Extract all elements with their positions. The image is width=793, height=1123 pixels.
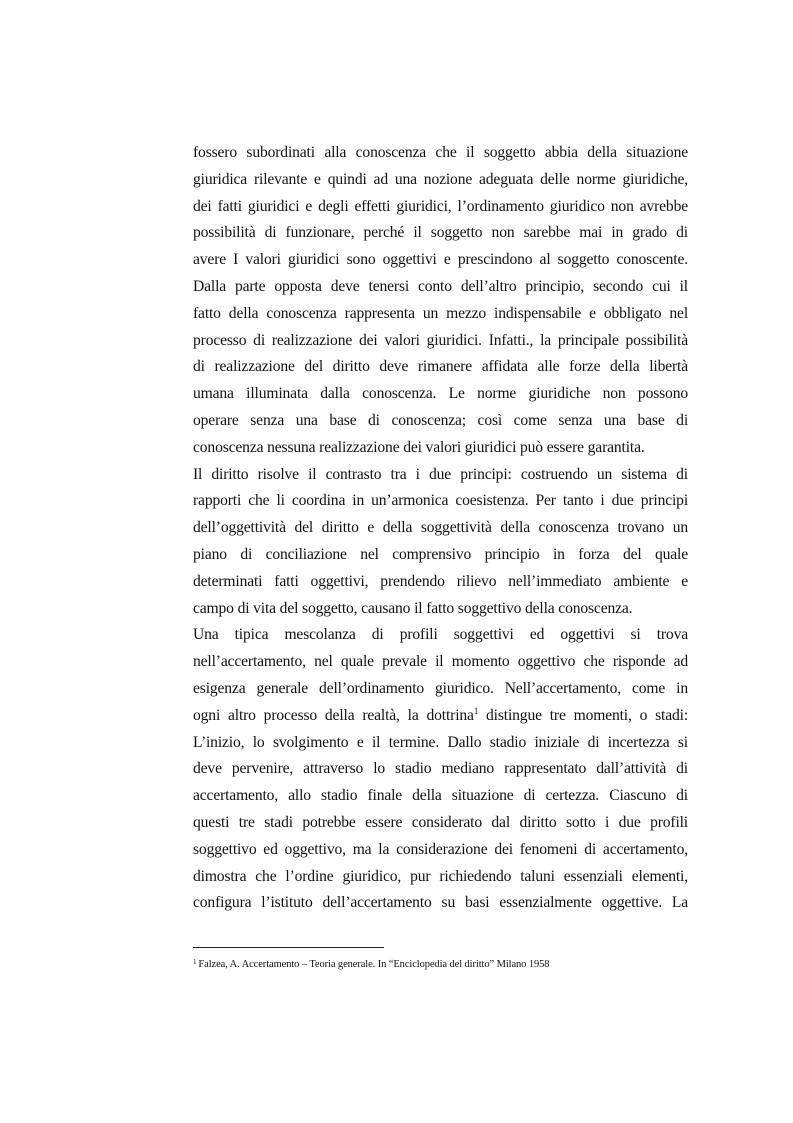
- text-line: rapporti che li coordina in un’armonica coesistenza. Per tanto i due principi: [193, 492, 688, 510]
- text-line: questi tre stadi potrebbe essere considerato dal diritto sotto i due profili: [193, 813, 688, 831]
- text-line: campo di vita del soggetto, causano il fatto soggettivo della conoscenza.: [193, 599, 633, 617]
- text-line: esigenza generale dell’ordinamento giuridico. Nell’accertamento, come in: [193, 679, 688, 697]
- text-line: giuridica rilevante e quindi ad una nozione adeguata delle norme giuridiche,: [193, 170, 688, 188]
- footnote-separator: [193, 947, 384, 948]
- footnote-marker: 1: [193, 958, 197, 966]
- text-line: fatto della conoscenza rappresenta un mezzo indispensabile e obbligato nel: [193, 304, 688, 322]
- text-line: fossero subordinati alla conoscenza che il soggetto abbia della situazione: [193, 144, 688, 161]
- text-line: processo di realizzazione dei valori giuridici. Infatti., la principale possibilità: [193, 331, 688, 349]
- footnote-text: Falzea, A. Accertamento – Teoria generale. In “Enciclopedia del diritto” Milano 1958: [198, 959, 550, 970]
- text-line: L’inizio, lo svolgimento e il termine. Dallo stadio iniziale di incertezza si: [193, 733, 688, 751]
- text-line: avere I valori giuridici sono oggettivi e prescindono al soggetto conoscente.: [193, 251, 688, 269]
- text-line: operare senza una base di conoscenza; così come senza una base di: [193, 411, 688, 429]
- text-line: accertamento, allo stadio finale della situazione di certezza. Ciascuno di: [193, 787, 688, 805]
- text-line: conoscenza nessuna realizzazione dei valori giuridici può essere garantita.: [193, 438, 645, 456]
- text-line: dei fatti giuridici e degli effetti giuridici, l’ordinamento giuridico non avrebbe: [193, 197, 688, 215]
- text-line: umana illuminata dalla conoscenza. Le norme giuridiche non possono: [193, 385, 688, 403]
- footnote-reference[interactable]: 1: [473, 705, 479, 716]
- text-line-head: ogni altro processo della realtà, la dottrina: [193, 706, 474, 724]
- text-line: Il diritto risolve il contrasto tra i due principi: costruendo un sistema di: [193, 465, 688, 483]
- text-line: determinati fatti oggettivi, prendendo rilievo nell’immediato ambiente e: [193, 572, 688, 590]
- text-line: Una tipica mescolanza di profili soggettivi ed oggettivi si trova: [193, 626, 688, 644]
- body-text: [193, 140, 688, 917]
- text-line: nell’accertamento, nel quale prevale il momento oggettivo che risponde ad: [193, 653, 688, 671]
- text-line: Dalla parte opposta deve tenersi conto dell’altro principio, secondo cui il: [193, 277, 688, 295]
- text-line: di realizzazione del diritto deve rimanere affidata alle forze della libertà: [193, 358, 688, 376]
- text-line: possibilità di funzionare, perché il soggetto non sarebbe mai in grado di: [193, 224, 688, 242]
- text-line-tail: distingue tre momenti, o stadi:: [478, 706, 688, 724]
- text-line: deve pervenire, attraverso lo stadio mediano rappresentato dall’attività di: [193, 760, 688, 778]
- footnote: [193, 958, 688, 972]
- text-line: soggettivo ed oggettivo, ma la considerazione dei fenomeni di accertamento,: [193, 840, 688, 858]
- text-line: dell’oggettività del diritto e della soggettività della conoscenza trovano un: [193, 519, 688, 537]
- text-line: dimostra che l’ordine giuridico, pur richiedendo taluni essenziali elementi,: [193, 867, 688, 885]
- text-line: piano di conciliazione nel comprensivo principio in forza del quale: [193, 545, 688, 563]
- text-line: configura l’istituto dell’accertamento su basi essenzialmente oggettive. La: [193, 894, 688, 912]
- text-line-with-footnote-ref: [193, 703, 688, 730]
